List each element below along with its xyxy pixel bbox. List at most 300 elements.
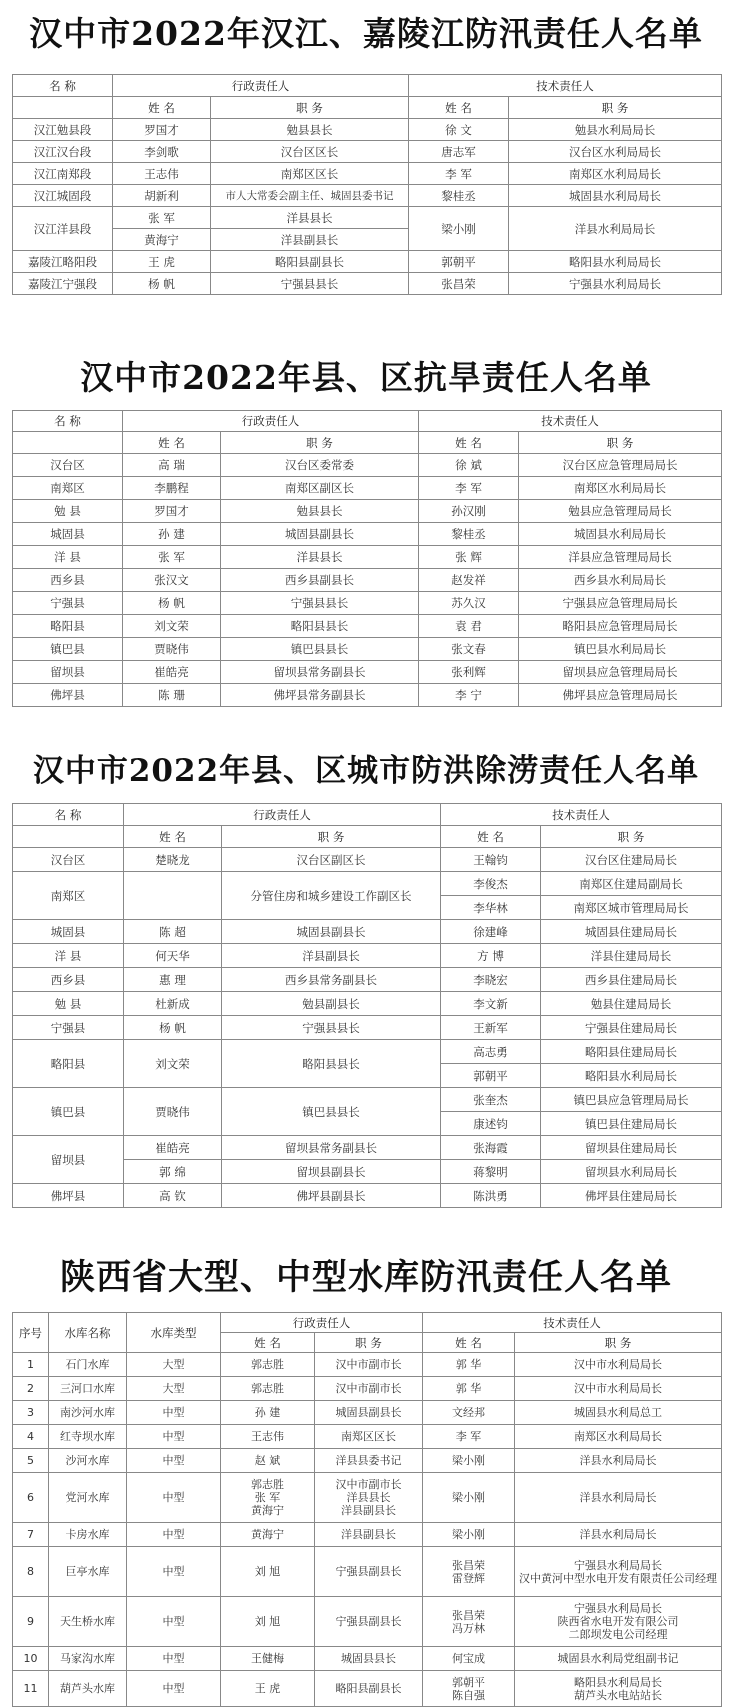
table-row — [13, 1088, 722, 1112]
table-row — [13, 1523, 722, 1547]
admin-duty-cell: 宁强县县长 — [211, 273, 409, 295]
admin-duty-cell: 略阳县县长 — [222, 1040, 441, 1088]
col-header-admin: 行政责任人 — [123, 411, 419, 432]
tech-name-cell: 李 宁 — [419, 684, 519, 707]
col-header-admin: 行政责任人 — [221, 1313, 423, 1333]
area-cell: 汉江勉县段 — [13, 119, 113, 141]
tech-duty-cell: 略阳县水利局局长 葫芦头水电站站长 — [515, 1671, 722, 1707]
tech-name-cell: 苏久汉 — [419, 592, 519, 615]
admin-duty-cell: 略阳县副县长 — [211, 251, 409, 273]
col-header-tech: 技术责任人 — [419, 411, 722, 432]
col-header-duty: 职 务 — [515, 1333, 722, 1353]
table-header-row — [13, 75, 722, 97]
tech-duty-cell: 宁强县应急管理局局长 — [519, 592, 722, 615]
admin-duty-cell: 市人大常委会副主任、城固县委书记 — [211, 185, 409, 207]
section3-title: 汉中市2022年县、区城市防洪除涝责任人名单 — [32, 753, 700, 789]
area-cell: 汉江南郑段 — [13, 163, 113, 185]
table-row — [13, 968, 722, 992]
admin-duty-cell: 勉县副县长 — [222, 992, 441, 1016]
tech-name-cell: 张奎杰 — [441, 1088, 541, 1112]
table-row — [13, 944, 722, 968]
admin-duty-cell: 洋县县长 — [221, 546, 419, 569]
admin-duty-cell: 南郑区区长 — [211, 163, 409, 185]
tech-duty-cell: 勉县应急管理局局长 — [519, 500, 722, 523]
tech-duty-cell: 城固县水利局总工 — [515, 1401, 722, 1425]
admin-name-cell: 崔皓亮 — [123, 661, 221, 684]
tech-duty-cell: 略阳县水利局局长 — [541, 1064, 722, 1088]
tech-name-cell: 梁小刚 — [423, 1523, 515, 1547]
admin-duty-cell: 洋县副县长 — [211, 229, 409, 251]
tech-duty-cell: 城固县水利局党组副书记 — [515, 1647, 722, 1671]
col-header-duty: 职 务 — [541, 826, 722, 848]
table-row — [13, 500, 722, 523]
table-row — [13, 920, 722, 944]
admin-name-cell — [124, 872, 222, 920]
reservoir-cell: 红寺坝水库 — [49, 1425, 127, 1449]
table-subheader-row — [13, 826, 722, 848]
col-header-admin: 行政责任人 — [113, 75, 409, 97]
table-row — [13, 1353, 722, 1377]
type-cell: 中型 — [127, 1449, 221, 1473]
table-row — [13, 185, 722, 207]
admin-name-cell: 楚晓龙 — [124, 848, 222, 872]
area-cell: 镇巴县 — [13, 638, 123, 661]
table-row — [13, 454, 722, 477]
tech-name-cell: 黎桂丞 — [409, 185, 509, 207]
tech-name-cell: 袁 君 — [419, 615, 519, 638]
area-cell: 汉台区 — [13, 454, 123, 477]
col-header-name: 名 称 — [13, 804, 124, 826]
area-cell: 略阳县 — [13, 1040, 124, 1088]
no-cell: 6 — [13, 1473, 49, 1523]
tech-name-cell: 李文新 — [441, 992, 541, 1016]
tech-duty-cell: 洋县水利局局长 — [509, 207, 722, 251]
tech-name-cell: 张利辉 — [419, 661, 519, 684]
admin-duty-cell: 留坝县常务副县长 — [222, 1136, 441, 1160]
tech-name-cell: 徐建峰 — [441, 920, 541, 944]
table-subheader-row — [13, 432, 722, 454]
admin-duty-cell: 略阳县副县长 — [315, 1671, 423, 1707]
area-cell: 嘉陵江宁强段 — [13, 273, 113, 295]
no-cell: 10 — [13, 1647, 49, 1671]
reservoir-cell: 三河口水库 — [49, 1377, 127, 1401]
admin-duty-cell: 城固县副县长 — [222, 920, 441, 944]
tech-duty-cell: 略阳县住建局局长 — [541, 1040, 722, 1064]
admin-duty-cell: 城固县副县长 — [221, 523, 419, 546]
table-row — [13, 1016, 722, 1040]
table-header-row — [13, 411, 722, 432]
tech-duty-cell: 宁强县水利局局长 陕西省水电开发有限公司 二郎坝发电公司经理 — [515, 1597, 722, 1647]
tech-name-cell: 赵发祥 — [419, 569, 519, 592]
table-row — [13, 1377, 722, 1401]
reservoir-cell: 马家沟水库 — [49, 1647, 127, 1671]
tech-duty-cell: 佛坪县住建局局长 — [541, 1184, 722, 1208]
admin-duty-cell: 城固县县长 — [315, 1647, 423, 1671]
tech-name-cell: 李华林 — [441, 896, 541, 920]
col-header-person: 姓 名 — [123, 432, 221, 454]
admin-name-cell: 李剑歌 — [113, 141, 211, 163]
tech-duty-cell: 汉中市水利局局长 — [515, 1377, 722, 1401]
tech-name-cell: 高志勇 — [441, 1040, 541, 1064]
tech-duty-cell: 西乡县水利局局长 — [519, 569, 722, 592]
area-cell: 留坝县 — [13, 1136, 124, 1184]
tech-name-cell: 方 博 — [441, 944, 541, 968]
col-header-tech: 技术责任人 — [441, 804, 722, 826]
tech-duty-cell: 略阳县应急管理局局长 — [519, 615, 722, 638]
table-row — [13, 523, 722, 546]
area-cell: 留坝县 — [13, 661, 123, 684]
col-header-duty: 职 务 — [222, 826, 441, 848]
table-row — [13, 1597, 722, 1647]
admin-name-cell: 郭志胜 — [221, 1377, 315, 1401]
col-header-admin: 行政责任人 — [124, 804, 441, 826]
admin-name-cell: 杨 帆 — [113, 273, 211, 295]
table-row — [13, 1449, 722, 1473]
tech-name-cell: 李 军 — [423, 1425, 515, 1449]
col-header-type: 水库类型 — [127, 1313, 221, 1353]
admin-duty-cell: 汉台区副区长 — [222, 848, 441, 872]
table-subheader-row — [13, 97, 722, 119]
col-header-duty: 职 务 — [221, 432, 419, 454]
tech-name-cell: 陈洪勇 — [441, 1184, 541, 1208]
area-cell: 南郑区 — [13, 872, 124, 920]
type-cell: 中型 — [127, 1671, 221, 1707]
tech-name-cell: 张昌荣 冯万林 — [423, 1597, 515, 1647]
table-row — [13, 273, 722, 295]
admin-name-cell: 刘 旭 — [221, 1547, 315, 1597]
col-header-tech: 技术责任人 — [409, 75, 722, 97]
admin-name-cell: 王 虎 — [113, 251, 211, 273]
section2-table — [12, 410, 722, 707]
tech-duty-cell: 镇巴县住建局局长 — [541, 1112, 722, 1136]
tech-name-cell: 李 军 — [419, 477, 519, 500]
section3-table — [12, 803, 722, 1208]
tech-duty-cell: 留坝县应急管理局局长 — [519, 661, 722, 684]
area-cell: 宁强县 — [13, 592, 123, 615]
area-cell: 城固县 — [13, 920, 124, 944]
tech-duty-cell: 洋县应急管理局局长 — [519, 546, 722, 569]
table-row — [13, 477, 722, 500]
table-row — [13, 1040, 722, 1064]
admin-name-cell: 贾晓伟 — [124, 1088, 222, 1136]
reservoir-cell: 葫芦头水库 — [49, 1671, 127, 1707]
table-row — [13, 1136, 722, 1160]
admin-name-cell: 何天华 — [124, 944, 222, 968]
area-cell: 镇巴县 — [13, 1088, 124, 1136]
admin-duty-cell: 宁强县副县长 — [315, 1597, 423, 1647]
reservoir-cell: 巨亭水库 — [49, 1547, 127, 1597]
tech-duty-cell: 宁强县水利局局长 汉中黄河中型水电开发有限责任公司经理 — [515, 1547, 722, 1597]
tech-name-cell: 张昌荣 — [409, 273, 509, 295]
tech-duty-cell: 城固县水利局局长 — [519, 523, 722, 546]
tech-duty-cell: 南郑区水利局局长 — [519, 477, 722, 500]
no-cell: 2 — [13, 1377, 49, 1401]
tech-name-cell: 张昌荣 雷登辉 — [423, 1547, 515, 1597]
type-cell: 中型 — [127, 1523, 221, 1547]
col-header-duty: 职 务 — [211, 97, 409, 119]
admin-name-cell: 杨 帆 — [124, 1016, 222, 1040]
table-row — [13, 1425, 722, 1449]
tech-duty-cell: 汉中市水利局局长 — [515, 1353, 722, 1377]
tech-duty-cell: 镇巴县水利局局长 — [519, 638, 722, 661]
col-header-blank — [13, 826, 124, 848]
admin-duty-cell: 汉中市副市长 洋县县长 洋县副县长 — [315, 1473, 423, 1523]
tech-name-cell: 孙汉刚 — [419, 500, 519, 523]
tech-name-cell: 何宝成 — [423, 1647, 515, 1671]
table-row — [13, 546, 722, 569]
reservoir-cell: 天生桥水库 — [49, 1597, 127, 1647]
tech-name-cell: 李晓宏 — [441, 968, 541, 992]
admin-duty-cell: 勉县县长 — [211, 119, 409, 141]
tech-duty-cell: 城固县水利局局长 — [509, 185, 722, 207]
admin-name-cell: 崔皓亮 — [124, 1136, 222, 1160]
tech-name-cell: 郭 华 — [423, 1377, 515, 1401]
area-cell: 佛坪县 — [13, 1184, 124, 1208]
reservoir-cell: 卡房水库 — [49, 1523, 127, 1547]
no-cell: 1 — [13, 1353, 49, 1377]
admin-name-cell: 刘 旭 — [221, 1597, 315, 1647]
no-cell: 5 — [13, 1449, 49, 1473]
admin-name-cell: 王志伟 — [113, 163, 211, 185]
area-cell: 勉 县 — [13, 992, 124, 1016]
admin-duty-cell: 宁强县副县长 — [315, 1547, 423, 1597]
table-row — [13, 1473, 722, 1523]
tech-duty-cell: 汉台区水利局局长 — [509, 141, 722, 163]
tech-duty-cell: 洋县水利局局长 — [515, 1449, 722, 1473]
col-header-person: 姓 名 — [124, 826, 222, 848]
tech-duty-cell: 洋县水利局局长 — [515, 1473, 722, 1523]
col-header-person: 姓 名 — [221, 1333, 315, 1353]
tech-name-cell: 梁小刚 — [423, 1449, 515, 1473]
admin-name-cell: 王健梅 — [221, 1647, 315, 1671]
admin-duty-cell: 分管住房和城乡建设工作副区长 — [222, 872, 441, 920]
no-cell: 4 — [13, 1425, 49, 1449]
tech-name-cell: 李 军 — [409, 163, 509, 185]
admin-duty-cell: 洋县县长 — [211, 207, 409, 229]
tech-name-cell: 徐 文 — [409, 119, 509, 141]
area-cell: 汉江洋县段 — [13, 207, 113, 251]
col-header-name: 名 称 — [13, 411, 123, 432]
tech-name-cell: 黎桂丞 — [419, 523, 519, 546]
admin-duty-cell: 佛坪县常务副县长 — [221, 684, 419, 707]
col-header-no: 序号 — [13, 1313, 49, 1353]
admin-name-cell: 惠 理 — [124, 968, 222, 992]
col-header-reservoir: 水库名称 — [49, 1313, 127, 1353]
type-cell: 中型 — [127, 1547, 221, 1597]
tech-duty-cell: 南郑区水利局局长 — [515, 1425, 722, 1449]
no-cell: 3 — [13, 1401, 49, 1425]
admin-name-cell: 王 虎 — [221, 1671, 315, 1707]
section4-table — [12, 1312, 722, 1707]
col-header-blank — [13, 432, 123, 454]
admin-name-cell: 黄海宁 — [113, 229, 211, 251]
section4-title: 陕西省大型、中型水库防汛责任人名单 — [59, 1257, 672, 1298]
tech-name-cell: 张海霞 — [441, 1136, 541, 1160]
admin-duty-cell: 南郑区副区长 — [221, 477, 419, 500]
table-row — [13, 569, 722, 592]
admin-name-cell: 张汉文 — [123, 569, 221, 592]
tech-name-cell: 徐 斌 — [419, 454, 519, 477]
table-row — [13, 615, 722, 638]
area-cell: 洋 县 — [13, 546, 123, 569]
col-header-duty: 职 务 — [315, 1333, 423, 1353]
area-cell: 洋 县 — [13, 944, 124, 968]
table-header-row — [13, 804, 722, 826]
admin-duty-cell: 宁强县县长 — [221, 592, 419, 615]
tech-name-cell: 郭朝平 陈自强 — [423, 1671, 515, 1707]
area-cell: 嘉陵江略阳段 — [13, 251, 113, 273]
admin-duty-cell: 宁强县县长 — [222, 1016, 441, 1040]
admin-duty-cell: 西乡县副县长 — [221, 569, 419, 592]
type-cell: 中型 — [127, 1597, 221, 1647]
admin-name-cell: 罗国才 — [113, 119, 211, 141]
no-cell: 7 — [13, 1523, 49, 1547]
admin-duty-cell: 镇巴县县长 — [221, 638, 419, 661]
tech-name-cell: 郭朝平 — [441, 1064, 541, 1088]
admin-name-cell: 郭志胜 — [221, 1353, 315, 1377]
tech-duty-cell: 南郑区城市管理局局长 — [541, 896, 722, 920]
admin-duty-cell: 汉中市副市长 — [315, 1377, 423, 1401]
col-header-blank — [13, 97, 113, 119]
admin-duty-cell: 洋县副县长 — [315, 1523, 423, 1547]
admin-name-cell: 李鹏程 — [123, 477, 221, 500]
admin-duty-cell: 汉台区委常委 — [221, 454, 419, 477]
section1-title: 汉中市2022年汉江、嘉陵江防汛责任人名单 — [29, 14, 703, 53]
area-cell: 佛坪县 — [13, 684, 123, 707]
tech-duty-cell: 略阳县水利局局长 — [509, 251, 722, 273]
admin-name-cell: 贾晓伟 — [123, 638, 221, 661]
tech-name-cell: 梁小刚 — [409, 207, 509, 251]
admin-name-cell: 孙 建 — [221, 1401, 315, 1425]
table-row — [13, 1401, 722, 1425]
admin-name-cell: 赵 斌 — [221, 1449, 315, 1473]
admin-name-cell: 张 军 — [113, 207, 211, 229]
admin-duty-cell: 留坝县副县长 — [222, 1160, 441, 1184]
no-cell: 11 — [13, 1671, 49, 1707]
table-row — [13, 1184, 722, 1208]
tech-duty-cell: 留坝县水利局局长 — [541, 1160, 722, 1184]
admin-duty-cell: 洋县副县长 — [222, 944, 441, 968]
area-cell: 西乡县 — [13, 569, 123, 592]
area-cell: 汉台区 — [13, 848, 124, 872]
tech-name-cell: 王新军 — [441, 1016, 541, 1040]
table-header-row — [13, 1313, 722, 1333]
col-header-duty: 职 务 — [519, 432, 722, 454]
col-header-duty: 职 务 — [509, 97, 722, 119]
type-cell: 中型 — [127, 1425, 221, 1449]
col-header-person: 姓 名 — [409, 97, 509, 119]
tech-name-cell: 王翰钧 — [441, 848, 541, 872]
admin-name-cell: 孙 建 — [123, 523, 221, 546]
tech-name-cell: 梁小刚 — [423, 1473, 515, 1523]
admin-duty-cell: 汉台区区长 — [211, 141, 409, 163]
area-cell: 西乡县 — [13, 968, 124, 992]
admin-duty-cell: 略阳县县长 — [221, 615, 419, 638]
tech-name-cell: 张文春 — [419, 638, 519, 661]
table-row — [13, 872, 722, 896]
table-row — [13, 1647, 722, 1671]
admin-name-cell: 王志伟 — [221, 1425, 315, 1449]
col-header-person: 姓 名 — [441, 826, 541, 848]
tech-duty-cell: 宁强县水利局局长 — [509, 273, 722, 295]
area-cell: 城固县 — [13, 523, 123, 546]
reservoir-cell: 沙河水库 — [49, 1449, 127, 1473]
type-cell: 中型 — [127, 1473, 221, 1523]
tech-duty-cell: 城固县住建局局长 — [541, 920, 722, 944]
section2-title: 汉中市2022年县、区抗旱责任人名单 — [80, 358, 652, 397]
type-cell: 中型 — [127, 1647, 221, 1671]
table-row — [13, 638, 722, 661]
admin-name-cell: 黄海宁 — [221, 1523, 315, 1547]
admin-duty-cell: 洋县县委书记 — [315, 1449, 423, 1473]
table-row — [13, 1547, 722, 1597]
area-cell: 南郑区 — [13, 477, 123, 500]
reservoir-cell: 石门水库 — [49, 1353, 127, 1377]
tech-name-cell: 文经邦 — [423, 1401, 515, 1425]
tech-duty-cell: 勉县住建局局长 — [541, 992, 722, 1016]
table-row — [13, 684, 722, 707]
area-cell: 略阳县 — [13, 615, 123, 638]
tech-duty-cell: 洋县水利局局长 — [515, 1523, 722, 1547]
col-header-person: 姓 名 — [423, 1333, 515, 1353]
area-cell: 勉 县 — [13, 500, 123, 523]
admin-duty-cell: 佛坪县副县长 — [222, 1184, 441, 1208]
no-cell: 9 — [13, 1597, 49, 1647]
admin-duty-cell: 汉中市副市长 — [315, 1353, 423, 1377]
tech-name-cell: 张 辉 — [419, 546, 519, 569]
col-header-name: 名 称 — [13, 75, 113, 97]
table-row — [13, 251, 722, 273]
admin-name-cell: 胡新利 — [113, 185, 211, 207]
no-cell: 8 — [13, 1547, 49, 1597]
area-cell: 汉江城固段 — [13, 185, 113, 207]
tech-duty-cell: 留坝县住建局局长 — [541, 1136, 722, 1160]
tech-duty-cell: 镇巴县应急管理局局长 — [541, 1088, 722, 1112]
admin-name-cell: 陈 超 — [124, 920, 222, 944]
admin-name-cell: 罗国才 — [123, 500, 221, 523]
section1-table — [12, 74, 722, 295]
table-row — [13, 207, 722, 229]
admin-name-cell: 刘文荣 — [124, 1040, 222, 1088]
area-cell: 汉江汉台段 — [13, 141, 113, 163]
tech-name-cell: 康述钧 — [441, 1112, 541, 1136]
col-header-person: 姓 名 — [113, 97, 211, 119]
col-header-person: 姓 名 — [419, 432, 519, 454]
tech-name-cell: 李俊杰 — [441, 872, 541, 896]
tech-duty-cell: 南郑区水利局局长 — [509, 163, 722, 185]
admin-duty-cell: 西乡县常务副县长 — [222, 968, 441, 992]
tech-duty-cell: 南郑区住建局副局长 — [541, 872, 722, 896]
tech-duty-cell: 汉台区住建局局长 — [541, 848, 722, 872]
tech-name-cell: 郭朝平 — [409, 251, 509, 273]
table-row — [13, 992, 722, 1016]
admin-name-cell: 杜新成 — [124, 992, 222, 1016]
admin-name-cell: 郭志胜 张 军 黄海宁 — [221, 1473, 315, 1523]
table-row — [13, 661, 722, 684]
table-row — [13, 592, 722, 615]
reservoir-cell: 党河水库 — [49, 1473, 127, 1523]
tech-name-cell: 郭 华 — [423, 1353, 515, 1377]
tech-duty-cell: 佛坪县应急管理局局长 — [519, 684, 722, 707]
tech-duty-cell: 洋县住建局局长 — [541, 944, 722, 968]
admin-duty-cell: 镇巴县县长 — [222, 1088, 441, 1136]
tech-duty-cell: 汉台区应急管理局局长 — [519, 454, 722, 477]
admin-name-cell: 郭 绵 — [124, 1160, 222, 1184]
admin-name-cell: 刘文荣 — [123, 615, 221, 638]
admin-duty-cell: 留坝县常务副县长 — [221, 661, 419, 684]
admin-duty-cell: 勉县县长 — [221, 500, 419, 523]
admin-duty-cell: 南郑区区长 — [315, 1425, 423, 1449]
